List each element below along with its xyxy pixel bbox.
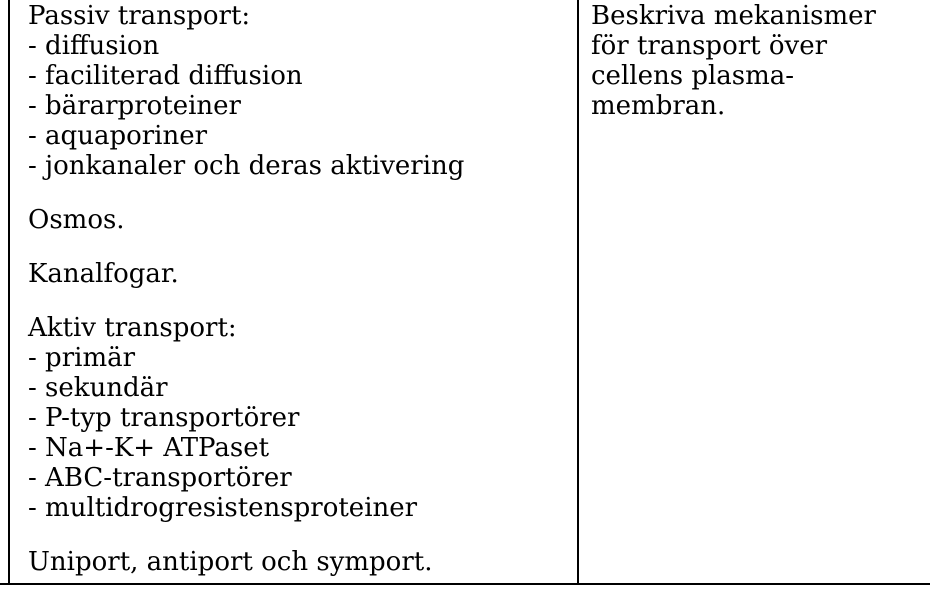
text-line: - primär (28, 343, 136, 373)
text-line: - sekundär (28, 373, 168, 403)
text-line: - multidrogresistensproteiner (28, 493, 418, 523)
text-line: - P-typ transportörer (28, 403, 300, 433)
text-line: Passiv transport: (28, 1, 251, 31)
text-line: - faciliterad diffusion (28, 61, 303, 91)
text-line: - bärarproteiner (28, 91, 241, 121)
paragraph (28, 547, 563, 577)
text-line: - diffusion (28, 31, 160, 61)
paragraph (591, 1, 921, 121)
table-border-left (8, 0, 10, 584)
text-line: Uniport, antiport och symport. (28, 547, 433, 577)
text-line: Osmos. (28, 205, 125, 235)
table-cell-objective (591, 1, 921, 121)
text-line: Kanalfogar. (28, 259, 179, 289)
text-line: - Na+-K+ ATPaset (28, 433, 270, 463)
table-column-divider (577, 0, 579, 584)
text-line: - aquaporiner (28, 121, 208, 151)
paragraph (28, 313, 563, 523)
paragraph (28, 205, 563, 235)
text-line: Aktiv transport: (28, 313, 237, 343)
text-line: cellens plasma- (591, 61, 795, 91)
text-line: - ABC-transportörer (28, 463, 292, 493)
text-line: membran. (591, 91, 726, 121)
text-line: Beskriva mekanismer (591, 1, 876, 31)
table-cell-topics (28, 1, 563, 577)
table-border-bottom (0, 583, 930, 585)
paragraph (28, 259, 563, 289)
text-line: - jonkanaler och deras aktivering (28, 151, 465, 181)
paragraph (28, 1, 563, 181)
text-line: för transport över (591, 31, 828, 61)
